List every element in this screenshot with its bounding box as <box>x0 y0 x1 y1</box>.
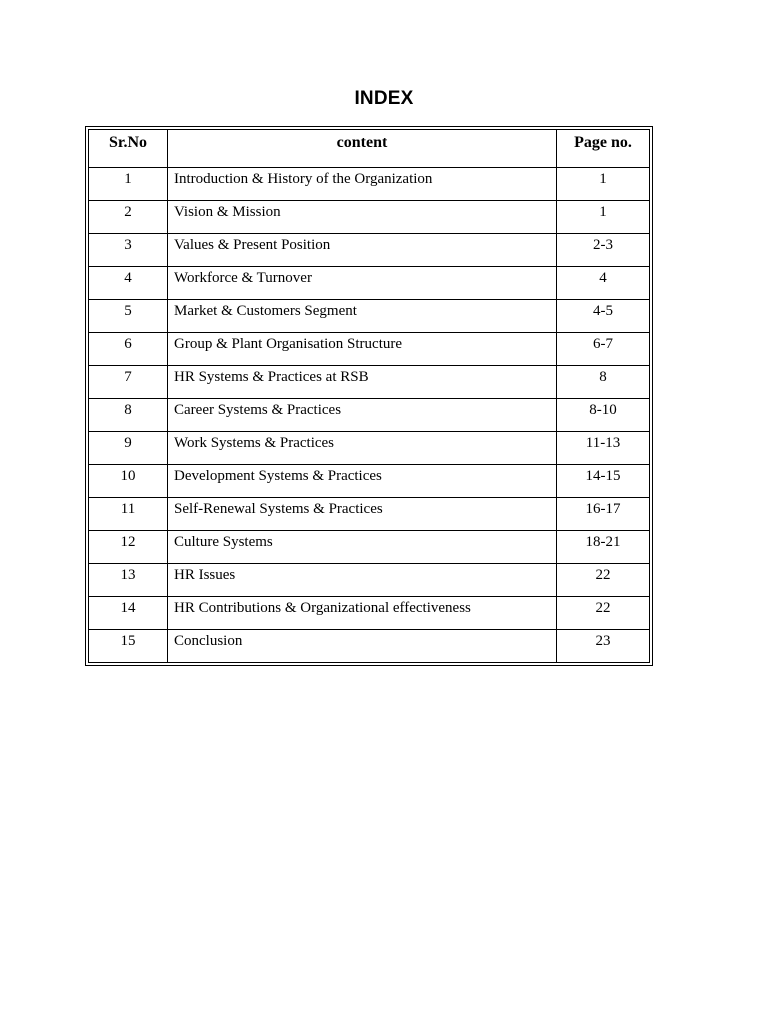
row-content: HR Issues <box>168 564 557 597</box>
table-row <box>89 498 650 531</box>
row-content: Workforce & Turnover <box>168 267 557 300</box>
row-content: Self-Renewal Systems & Practices <box>168 498 557 531</box>
row-content: Vision & Mission <box>168 201 557 234</box>
row-sr-no: 12 <box>89 531 168 564</box>
row-page-no: 4 <box>557 267 650 300</box>
row-page-no: 23 <box>557 630 650 663</box>
row-content: Group & Plant Organisation Structure <box>168 333 557 366</box>
row-sr-no: 5 <box>89 300 168 333</box>
row-content: Values & Present Position <box>168 234 557 267</box>
row-content: Conclusion <box>168 630 557 663</box>
row-page-no: 2-3 <box>557 234 650 267</box>
table-row <box>89 168 650 201</box>
table-row <box>89 267 650 300</box>
row-page-no: 22 <box>557 597 650 630</box>
row-page-no: 11-13 <box>557 432 650 465</box>
row-sr-no: 7 <box>89 366 168 399</box>
row-page-no: 22 <box>557 564 650 597</box>
table-row <box>89 366 650 399</box>
row-sr-no: 6 <box>89 333 168 366</box>
row-page-no: 6-7 <box>557 333 650 366</box>
table-row <box>89 201 650 234</box>
row-sr-no: 15 <box>89 630 168 663</box>
index-table-frame <box>85 126 653 666</box>
row-page-no: 8 <box>557 366 650 399</box>
row-page-no: 14-15 <box>557 465 650 498</box>
row-page-no: 1 <box>557 168 650 201</box>
page-title: INDEX <box>354 88 414 109</box>
row-content: Culture Systems <box>168 531 557 564</box>
row-page-no: 18-21 <box>557 531 650 564</box>
table-row <box>89 630 650 663</box>
row-sr-no: 8 <box>89 399 168 432</box>
table-row <box>89 399 650 432</box>
table-row <box>89 333 650 366</box>
header-content: content <box>168 130 557 168</box>
row-sr-no: 4 <box>89 267 168 300</box>
row-content: HR Systems & Practices at RSB <box>168 366 557 399</box>
row-content: Development Systems & Practices <box>168 465 557 498</box>
row-page-no: 8-10 <box>557 399 650 432</box>
table-header-row <box>89 130 650 168</box>
row-sr-no: 13 <box>89 564 168 597</box>
row-page-no: 4-5 <box>557 300 650 333</box>
header-page-no: Page no. <box>557 130 650 168</box>
row-sr-no: 14 <box>89 597 168 630</box>
header-sr-no: Sr.No <box>89 130 168 168</box>
row-sr-no: 10 <box>89 465 168 498</box>
row-content: Work Systems & Practices <box>168 432 557 465</box>
row-content: Career Systems & Practices <box>168 399 557 432</box>
row-sr-no: 3 <box>89 234 168 267</box>
row-content: HR Contributions & Organizational effectiveness <box>168 597 557 630</box>
table-row <box>89 465 650 498</box>
table-row <box>89 531 650 564</box>
row-sr-no: 11 <box>89 498 168 531</box>
index-table-body <box>89 168 650 663</box>
row-sr-no: 1 <box>89 168 168 201</box>
table-row <box>89 300 650 333</box>
table-row <box>89 597 650 630</box>
row-sr-no: 9 <box>89 432 168 465</box>
table-row <box>89 564 650 597</box>
row-content: Introduction & History of the Organization <box>168 168 557 201</box>
table-row <box>89 432 650 465</box>
row-page-no: 16-17 <box>557 498 650 531</box>
row-page-no: 1 <box>557 201 650 234</box>
row-content: Market & Customers Segment <box>168 300 557 333</box>
row-sr-no: 2 <box>89 201 168 234</box>
index-table <box>88 129 650 663</box>
table-row <box>89 234 650 267</box>
